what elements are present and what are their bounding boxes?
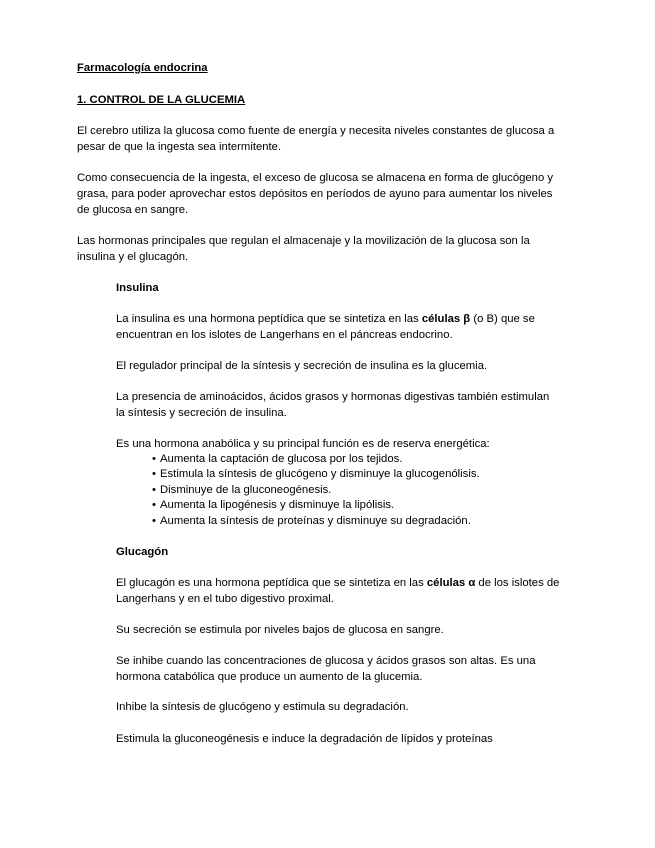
paragraph-line: pesar de que la ingesta sea intermitente.	[77, 141, 282, 153]
paragraph-line: de glucosa en sangre.	[77, 204, 189, 216]
list-item-text: Aumenta la captación de glucosa por los tejidos.	[160, 453, 403, 465]
paragraph-line: Se inhibe cuando las concentraciones de glucosa y ácidos grasos son altas. Es una	[116, 655, 536, 667]
document-title: Farmacología endocrina	[77, 62, 208, 74]
paragraph-line	[116, 576, 559, 590]
text-run-bold: células β	[421, 313, 471, 325]
list-item-text: Aumenta la síntesis de proteínas y disminuye su degradación.	[160, 515, 471, 527]
bullet-icon: •	[152, 484, 156, 496]
paragraph-line: encuentran en los islotes de Langerhans en el páncreas endocrino.	[116, 329, 453, 341]
text-run-bold: células α	[426, 577, 476, 589]
paragraph-line: insulina y el glucagón.	[77, 251, 189, 263]
paragraph-line: grasa, para poder aprovechar estos depósitos en períodos de ayuno para aumentar los niveles	[77, 188, 553, 200]
paragraph-line: Inhibe la síntesis de glucógeno y estimula su degradación.	[116, 701, 409, 713]
section-heading: 1. CONTROL DE LA GLUCEMIA	[77, 94, 246, 106]
list-item-text: Estimula la síntesis de glucógeno y disminuye la glucogenólisis.	[160, 468, 480, 480]
bullet-icon: •	[152, 453, 156, 465]
list-item	[152, 514, 471, 528]
paragraph-line: Su secreción se estimula por niveles bajos de glucosa en sangre.	[116, 624, 444, 636]
paragraph-line: Es una hormona anabólica y su principal función es de reserva energética:	[116, 438, 490, 450]
text-run: (o B) que se	[470, 313, 535, 325]
paragraph-line: Langerhans y en el tubo digestivo proximal.	[116, 593, 334, 605]
paragraph-line: Las hormonas principales que regulan el almacenaje y la movilización de la glucosa son la	[77, 235, 530, 247]
paragraph-line: El regulador principal de la síntesis y secreción de insulina es la glucemia.	[116, 360, 488, 372]
list-item	[152, 498, 394, 512]
subheading-glucagon: Glucagón	[116, 546, 169, 558]
paragraph-line: la síntesis y secreción de insulina.	[116, 407, 287, 419]
list-item	[152, 467, 480, 481]
paragraph-line	[116, 312, 535, 326]
bullet-icon: •	[152, 515, 156, 527]
paragraph-line: La presencia de aminoácidos, ácidos grasos y hormonas digestivas también estimulan	[116, 391, 550, 403]
text-run: de los islotes de	[475, 577, 560, 589]
list-item	[152, 452, 402, 466]
subheading-insulina: Insulina	[116, 282, 159, 294]
text-run: El glucagón es una hormona peptídica que se sintetiza en las	[116, 577, 427, 589]
list-item-text: Aumenta la lipogénesis y disminuye la lipólisis.	[160, 499, 395, 511]
bullet-icon: •	[152, 468, 156, 480]
text-run: La insulina es una hormona peptídica que se sintetiza en las	[116, 313, 422, 325]
list-item-text: Disminuye de la gluconeogénesis.	[160, 484, 332, 496]
bullet-icon: •	[152, 499, 156, 511]
paragraph-line: hormona catabólica que produce un aumento de la glucemia.	[116, 671, 423, 683]
paragraph-line: El cerebro utiliza la glucosa como fuente de energía y necesita niveles constantes de glucosa a	[77, 125, 555, 137]
paragraph-line: Como consecuencia de la ingesta, el exceso de glucosa se almacena en forma de glucógeno y	[77, 172, 554, 184]
list-item	[152, 483, 331, 497]
paragraph-line: Estimula la gluconeogénesis e induce la degradación de lípidos y proteínas	[116, 733, 493, 745]
